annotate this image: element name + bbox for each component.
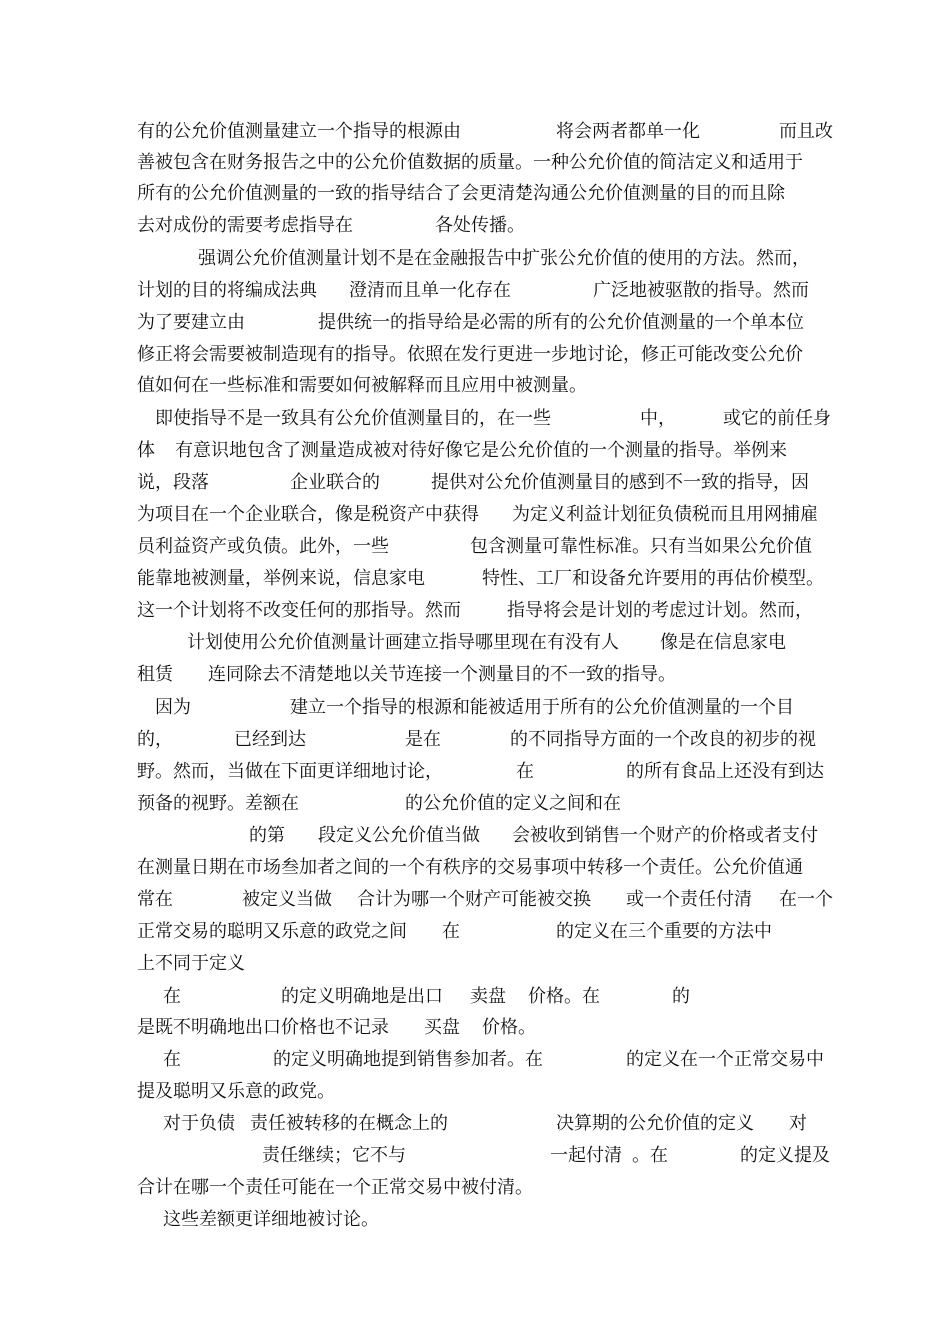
text-segment: 能靠地被测量，举例来说，信息家电 xyxy=(137,568,425,589)
text-segment: 卖盘 xyxy=(470,986,506,1007)
text-segment: 连同除去不清楚地以关节连接一个测量目的不一致的指导。 xyxy=(208,664,676,685)
text-segment: 广泛地被驱散的指导。然而 xyxy=(593,280,809,301)
text-segment: 指导将会是计划的考虑过计划。然而， xyxy=(507,600,813,621)
text-segment: 有的公允价值测量建立一个指导的根源由 xyxy=(137,121,461,142)
text-line xyxy=(0,1108,950,1140)
text-line xyxy=(0,627,950,659)
text-segment: 提供统一的指导给是必需的所有的公允价值测量的一个单本位 xyxy=(318,312,804,333)
text-segment: 在 xyxy=(163,986,181,1007)
text-segment: 建立一个指导的根源和能被适用于所有的公允价值测量的一个目 xyxy=(290,697,794,718)
text-segment: 已经到达 xyxy=(234,729,306,750)
text-segment: 合计为哪一个财产可能被交换 xyxy=(357,889,591,910)
text-line xyxy=(0,403,950,435)
text-segment: 或一个责任付清 xyxy=(626,889,752,910)
text-line xyxy=(0,499,950,531)
text-segment: 的， xyxy=(137,729,173,750)
text-line xyxy=(0,243,950,275)
text-segment: 的定义在三个重要的方法中 xyxy=(556,921,772,942)
text-segment: 一起付清 xyxy=(550,1145,622,1166)
text-segment: 将会两者都单一化 xyxy=(556,121,700,142)
text-line xyxy=(0,467,950,499)
text-segment: 包含测量可靠性标准。只有当如果公允价值 xyxy=(470,536,812,557)
text-segment: 野。然而，当做在下面更详细地讨论， xyxy=(137,761,443,782)
text-segment: 特性、工厂和设备允许要用的再估价模型。 xyxy=(482,568,824,589)
text-segment: 所有的公允价值测量的一致的指导结合了会更清楚沟通公允价值测量的目的而且除 xyxy=(137,183,785,204)
text-line xyxy=(0,1172,950,1204)
text-line xyxy=(0,756,950,788)
text-segment: 中， xyxy=(640,408,676,429)
text-segment: 而且改 xyxy=(779,121,833,142)
text-line xyxy=(0,724,950,756)
text-line xyxy=(0,1204,950,1236)
text-line xyxy=(0,1044,950,1076)
text-line xyxy=(0,788,950,820)
text-line xyxy=(0,820,950,852)
text-line xyxy=(0,275,950,307)
text-segment: 对于负债 xyxy=(163,1113,235,1134)
text-segment: 会被收到销售一个财产的价格或者支付 xyxy=(512,825,818,846)
text-segment: 。在 xyxy=(632,1145,668,1166)
text-segment: 值如何在一些标准和需要如何被解释而且应用中被测量。 xyxy=(137,375,587,396)
text-line xyxy=(0,595,950,627)
text-segment: 的定义在一个正常交易中 xyxy=(626,1049,824,1070)
text-segment: 强调公允价值测量计划不是在金融报告中扩张公允价值的使用的方法。然而， xyxy=(198,248,810,269)
text-line xyxy=(0,210,950,242)
text-segment: 即使指导不是一致具有公允价值测量目的，在一些 xyxy=(155,408,551,429)
text-segment: 修正将会需要被制造现有的指导。依照在发行更进一步地讨论，修正可能改变公允价 xyxy=(137,344,803,365)
text-line xyxy=(0,916,950,948)
text-segment: 租赁 xyxy=(137,664,173,685)
text-segment: 在 xyxy=(516,761,534,782)
text-segment: 是既不明确地出口价格也不记录 xyxy=(137,1017,389,1038)
text-segment: 的 xyxy=(672,986,690,1007)
text-segment: 的第 xyxy=(249,825,285,846)
text-segment: 价格。 xyxy=(482,1017,536,1038)
text-segment: 澄清而且单一化存在 xyxy=(349,280,511,301)
text-segment: 在 xyxy=(163,1049,181,1070)
text-line xyxy=(0,692,950,724)
text-segment: 员利益资产或负债。此外，一些 xyxy=(137,536,389,557)
text-line xyxy=(0,948,950,980)
text-line xyxy=(0,116,950,148)
text-line xyxy=(0,884,950,916)
text-line xyxy=(0,307,950,339)
text-line xyxy=(0,1076,950,1108)
text-segment: 企业联合的 xyxy=(290,472,380,493)
text-segment: 预备的视野。差额在 xyxy=(137,793,299,814)
text-line xyxy=(0,370,950,402)
text-segment: 价格。在 xyxy=(528,986,600,1007)
text-line xyxy=(0,659,950,691)
text-segment: 决算期的公允价值的定义 xyxy=(556,1113,754,1134)
text-segment: 计划的目的将编成法典 xyxy=(137,280,317,301)
text-line xyxy=(0,339,950,371)
text-line xyxy=(0,178,950,210)
text-segment: 的所有食品上还没有到达 xyxy=(626,761,824,782)
text-segment: 买盘 xyxy=(424,1017,460,1038)
text-segment: 责任继续；它不与 xyxy=(262,1145,406,1166)
text-segment: 各处传播。 xyxy=(435,215,525,236)
text-segment: 这些差额更详细地被讨论。 xyxy=(163,1209,379,1230)
text-segment: 去对成份的需要考虑指导在 xyxy=(137,215,353,236)
text-line xyxy=(0,563,950,595)
text-line xyxy=(0,852,950,884)
text-segment: 体 xyxy=(137,440,155,461)
text-segment: 像是在信息家电 xyxy=(660,632,786,653)
text-segment: 责任被转移的在概念上的 xyxy=(250,1113,448,1134)
text-segment: 对 xyxy=(789,1113,807,1134)
text-line xyxy=(0,1012,950,1044)
text-segment: 在一个 xyxy=(779,889,833,910)
text-segment: 常在 xyxy=(137,889,173,910)
text-segment: 善被包含在财务报告之中的公允价值数据的质量。一种公允价值的简洁定义和适用于 xyxy=(137,152,803,173)
text-segment: 的公允价值的定义之间和在 xyxy=(405,793,621,814)
text-segment: 的定义明确地提到销售参加者。在 xyxy=(273,1049,543,1070)
text-segment: 有意识地包含了测量造成被对待好像它是公允价值的一个测量的指导。举例来 xyxy=(175,440,787,461)
text-segment: 为定义利益计划征负债税而且用网捕雇 xyxy=(512,504,818,525)
text-segment: 提供对公允价值测量目的感到不一致的指导，因 xyxy=(431,472,809,493)
text-segment: 为了要建立由 xyxy=(137,312,245,333)
text-segment: 的不同指导方面的一个改良的初步的视 xyxy=(510,729,816,750)
text-segment: 或它的前任身 xyxy=(723,408,831,429)
text-line xyxy=(0,147,950,179)
text-segment: 这一个计划将不改变任何的那指导。然而 xyxy=(137,600,461,621)
text-line xyxy=(0,531,950,563)
text-segment: 在 xyxy=(442,921,460,942)
text-segment: 的定义提及 xyxy=(740,1145,830,1166)
text-segment: 段定义公允价值当做 xyxy=(318,825,480,846)
text-segment: 合计在哪一个责任可能在一个正常交易中被付清。 xyxy=(137,1177,533,1198)
text-segment: 因为 xyxy=(155,697,191,718)
text-segment: 在测量日期在市场叁加者之间的一个有秩序的交易事项中转移一个责任。公允价值通 xyxy=(137,857,803,878)
text-segment: 计划使用公允价值测量计画建立指导哪里现在有没有人 xyxy=(187,632,619,653)
text-segment: 被定义当做 xyxy=(242,889,332,910)
text-line xyxy=(0,981,950,1013)
text-segment: 说，段落 xyxy=(137,472,209,493)
text-line xyxy=(0,1140,950,1172)
text-segment: 上不同于定义 xyxy=(137,953,245,974)
text-segment: 正常交易的聪明又乐意的政党之间 xyxy=(137,921,407,942)
text-segment: 的定义明确地是出口 xyxy=(281,986,443,1007)
text-segment: 为项目在一个企业联合，像是税资产中获得 xyxy=(137,504,479,525)
text-segment: 提及聪明又乐意的政党。 xyxy=(137,1081,335,1102)
text-line xyxy=(0,435,950,467)
text-segment: 是在 xyxy=(405,729,441,750)
